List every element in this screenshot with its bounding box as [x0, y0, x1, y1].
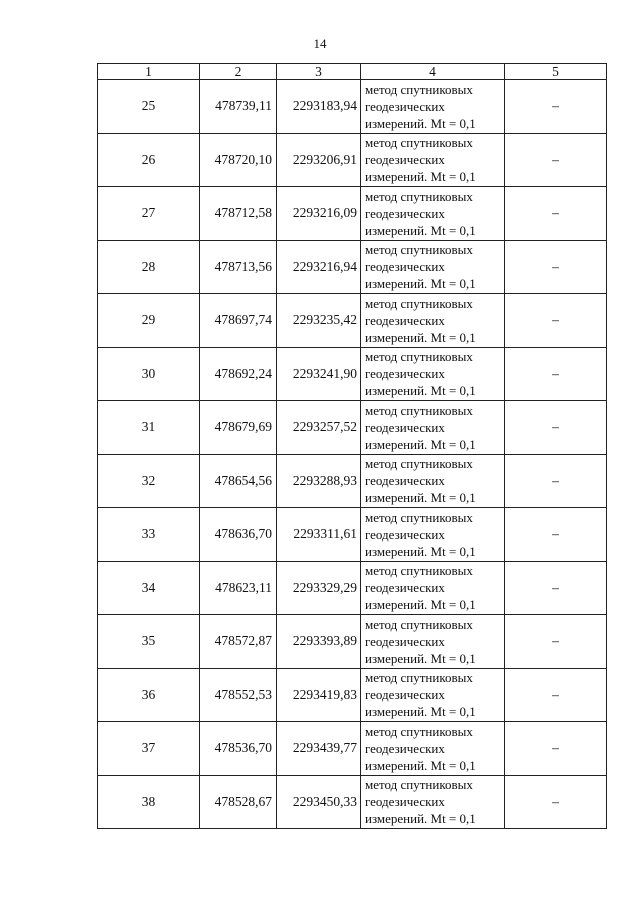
method-line: измерений. Mt = 0,1 — [365, 757, 476, 773]
table-row — [98, 240, 607, 294]
method-line: метод спутниковых — [365, 81, 473, 97]
method-line: измерений. Mt = 0,1 — [365, 490, 476, 506]
header-col-2: 2 — [200, 64, 277, 80]
method-cell — [361, 133, 505, 187]
x-coordinate-cell: 478552,53 — [200, 668, 277, 722]
x-coordinate-cell: 478720,10 — [200, 133, 277, 187]
x-coordinate-cell: 478636,70 — [200, 508, 277, 562]
method-line: геодезических — [365, 526, 445, 542]
method-line: измерений. Mt = 0,1 — [365, 222, 476, 238]
method-line: метод спутниковых — [365, 616, 473, 632]
method-cell — [361, 722, 505, 776]
point-number-cell: 36 — [98, 668, 200, 722]
table-row — [98, 615, 607, 669]
method-line: метод спутниковых — [365, 135, 473, 151]
note-cell: – — [505, 240, 607, 294]
y-coordinate-cell: 2293206,91 — [277, 133, 361, 187]
point-number-cell: 38 — [98, 775, 200, 829]
method-cell — [361, 401, 505, 455]
method-line: метод спутниковых — [365, 349, 473, 365]
note-cell: – — [505, 775, 607, 829]
note-cell: – — [505, 561, 607, 615]
y-coordinate-cell: 2293216,94 — [277, 240, 361, 294]
note-cell: – — [505, 668, 607, 722]
table-row — [98, 133, 607, 187]
y-coordinate-cell: 2293183,94 — [277, 80, 361, 134]
x-coordinate-cell: 478623,11 — [200, 561, 277, 615]
method-cell — [361, 454, 505, 508]
table-row — [98, 454, 607, 508]
method-line: измерений. Mt = 0,1 — [365, 436, 476, 452]
note-cell: – — [505, 294, 607, 348]
note-cell: – — [505, 454, 607, 508]
point-number-cell: 31 — [98, 401, 200, 455]
note-cell: – — [505, 80, 607, 134]
method-cell — [361, 187, 505, 241]
method-line: измерений. Mt = 0,1 — [365, 811, 476, 827]
method-line: геодезических — [365, 205, 445, 221]
method-line: геодезических — [365, 473, 445, 489]
method-cell — [361, 294, 505, 348]
method-line: измерений. Mt = 0,1 — [365, 650, 476, 666]
table-row — [98, 508, 607, 562]
x-coordinate-cell: 478739,11 — [200, 80, 277, 134]
x-coordinate-cell: 478654,56 — [200, 454, 277, 508]
point-number-cell: 28 — [98, 240, 200, 294]
method-line: геодезических — [365, 312, 445, 328]
x-coordinate-cell: 478712,58 — [200, 187, 277, 241]
table-body — [98, 80, 607, 829]
method-line: измерений. Mt = 0,1 — [365, 276, 476, 292]
method-cell — [361, 775, 505, 829]
y-coordinate-cell: 2293235,42 — [277, 294, 361, 348]
y-coordinate-cell: 2293329,29 — [277, 561, 361, 615]
method-line: измерений. Mt = 0,1 — [365, 115, 476, 131]
x-coordinate-cell: 478692,24 — [200, 347, 277, 401]
table-row — [98, 187, 607, 241]
method-line: метод спутниковых — [365, 670, 473, 686]
x-coordinate-cell: 478572,87 — [200, 615, 277, 669]
method-cell — [361, 80, 505, 134]
note-cell: – — [505, 347, 607, 401]
method-line: геодезических — [365, 580, 445, 596]
method-line: геодезических — [365, 98, 445, 114]
method-line: геодезических — [365, 687, 445, 703]
table-row — [98, 561, 607, 615]
method-cell — [361, 668, 505, 722]
method-line: измерений. Mt = 0,1 — [365, 704, 476, 720]
x-coordinate-cell: 478713,56 — [200, 240, 277, 294]
method-line: измерений. Mt = 0,1 — [365, 169, 476, 185]
table-row — [98, 775, 607, 829]
header-col-3: 3 — [277, 64, 361, 80]
header-col-4: 4 — [361, 64, 505, 80]
method-line: метод спутниковых — [365, 777, 473, 793]
y-coordinate-cell: 2293393,89 — [277, 615, 361, 669]
method-cell — [361, 508, 505, 562]
method-line: измерений. Mt = 0,1 — [365, 329, 476, 345]
method-line: геодезических — [365, 366, 445, 382]
method-line: геодезических — [365, 740, 445, 756]
coordinates-table — [97, 63, 607, 829]
x-coordinate-cell: 478697,74 — [200, 294, 277, 348]
point-number-cell: 37 — [98, 722, 200, 776]
method-cell — [361, 615, 505, 669]
method-line: геодезических — [365, 794, 445, 810]
y-coordinate-cell: 2293450,33 — [277, 775, 361, 829]
point-number-cell: 30 — [98, 347, 200, 401]
method-line: измерений. Mt = 0,1 — [365, 543, 476, 559]
point-number-cell: 33 — [98, 508, 200, 562]
method-line: метод спутниковых — [365, 402, 473, 418]
point-number-cell: 34 — [98, 561, 200, 615]
note-cell: – — [505, 615, 607, 669]
method-line: метод спутниковых — [365, 242, 473, 258]
header-row — [98, 64, 607, 80]
note-cell: – — [505, 508, 607, 562]
method-line: метод спутниковых — [365, 563, 473, 579]
header-col-5: 5 — [505, 64, 607, 80]
y-coordinate-cell: 2293257,52 — [277, 401, 361, 455]
method-line: метод спутниковых — [365, 188, 473, 204]
method-cell — [361, 561, 505, 615]
method-cell — [361, 240, 505, 294]
y-coordinate-cell: 2293311,61 — [277, 508, 361, 562]
note-cell: – — [505, 133, 607, 187]
table-row — [98, 668, 607, 722]
table-row — [98, 401, 607, 455]
y-coordinate-cell: 2293419,83 — [277, 668, 361, 722]
method-line: геодезических — [365, 633, 445, 649]
method-cell — [361, 347, 505, 401]
x-coordinate-cell: 478536,70 — [200, 722, 277, 776]
table-row — [98, 347, 607, 401]
page-number: 14 — [313, 36, 327, 51]
note-cell: – — [505, 722, 607, 776]
note-cell: – — [505, 187, 607, 241]
point-number-cell: 35 — [98, 615, 200, 669]
point-number-cell: 32 — [98, 454, 200, 508]
header-col-1: 1 — [98, 64, 200, 80]
y-coordinate-cell: 2293288,93 — [277, 454, 361, 508]
method-line: геодезических — [365, 152, 445, 168]
method-line: измерений. Mt = 0,1 — [365, 597, 476, 613]
y-coordinate-cell: 2293241,90 — [277, 347, 361, 401]
x-coordinate-cell: 478528,67 — [200, 775, 277, 829]
method-line: метод спутниковых — [365, 456, 473, 472]
y-coordinate-cell: 2293439,77 — [277, 722, 361, 776]
note-cell: – — [505, 401, 607, 455]
table-row — [98, 294, 607, 348]
y-coordinate-cell: 2293216,09 — [277, 187, 361, 241]
method-line: геодезических — [365, 419, 445, 435]
method-line: геодезических — [365, 259, 445, 275]
point-number-cell: 25 — [98, 80, 200, 134]
method-line: измерений. Mt = 0,1 — [365, 383, 476, 399]
method-line: метод спутниковых — [365, 509, 473, 525]
point-number-cell: 26 — [98, 133, 200, 187]
table-row — [98, 80, 607, 134]
x-coordinate-cell: 478679,69 — [200, 401, 277, 455]
point-number-cell: 29 — [98, 294, 200, 348]
point-number-cell: 27 — [98, 187, 200, 241]
method-line: метод спутниковых — [365, 295, 473, 311]
method-line: метод спутниковых — [365, 723, 473, 739]
table-row — [98, 722, 607, 776]
table-header — [98, 64, 607, 80]
